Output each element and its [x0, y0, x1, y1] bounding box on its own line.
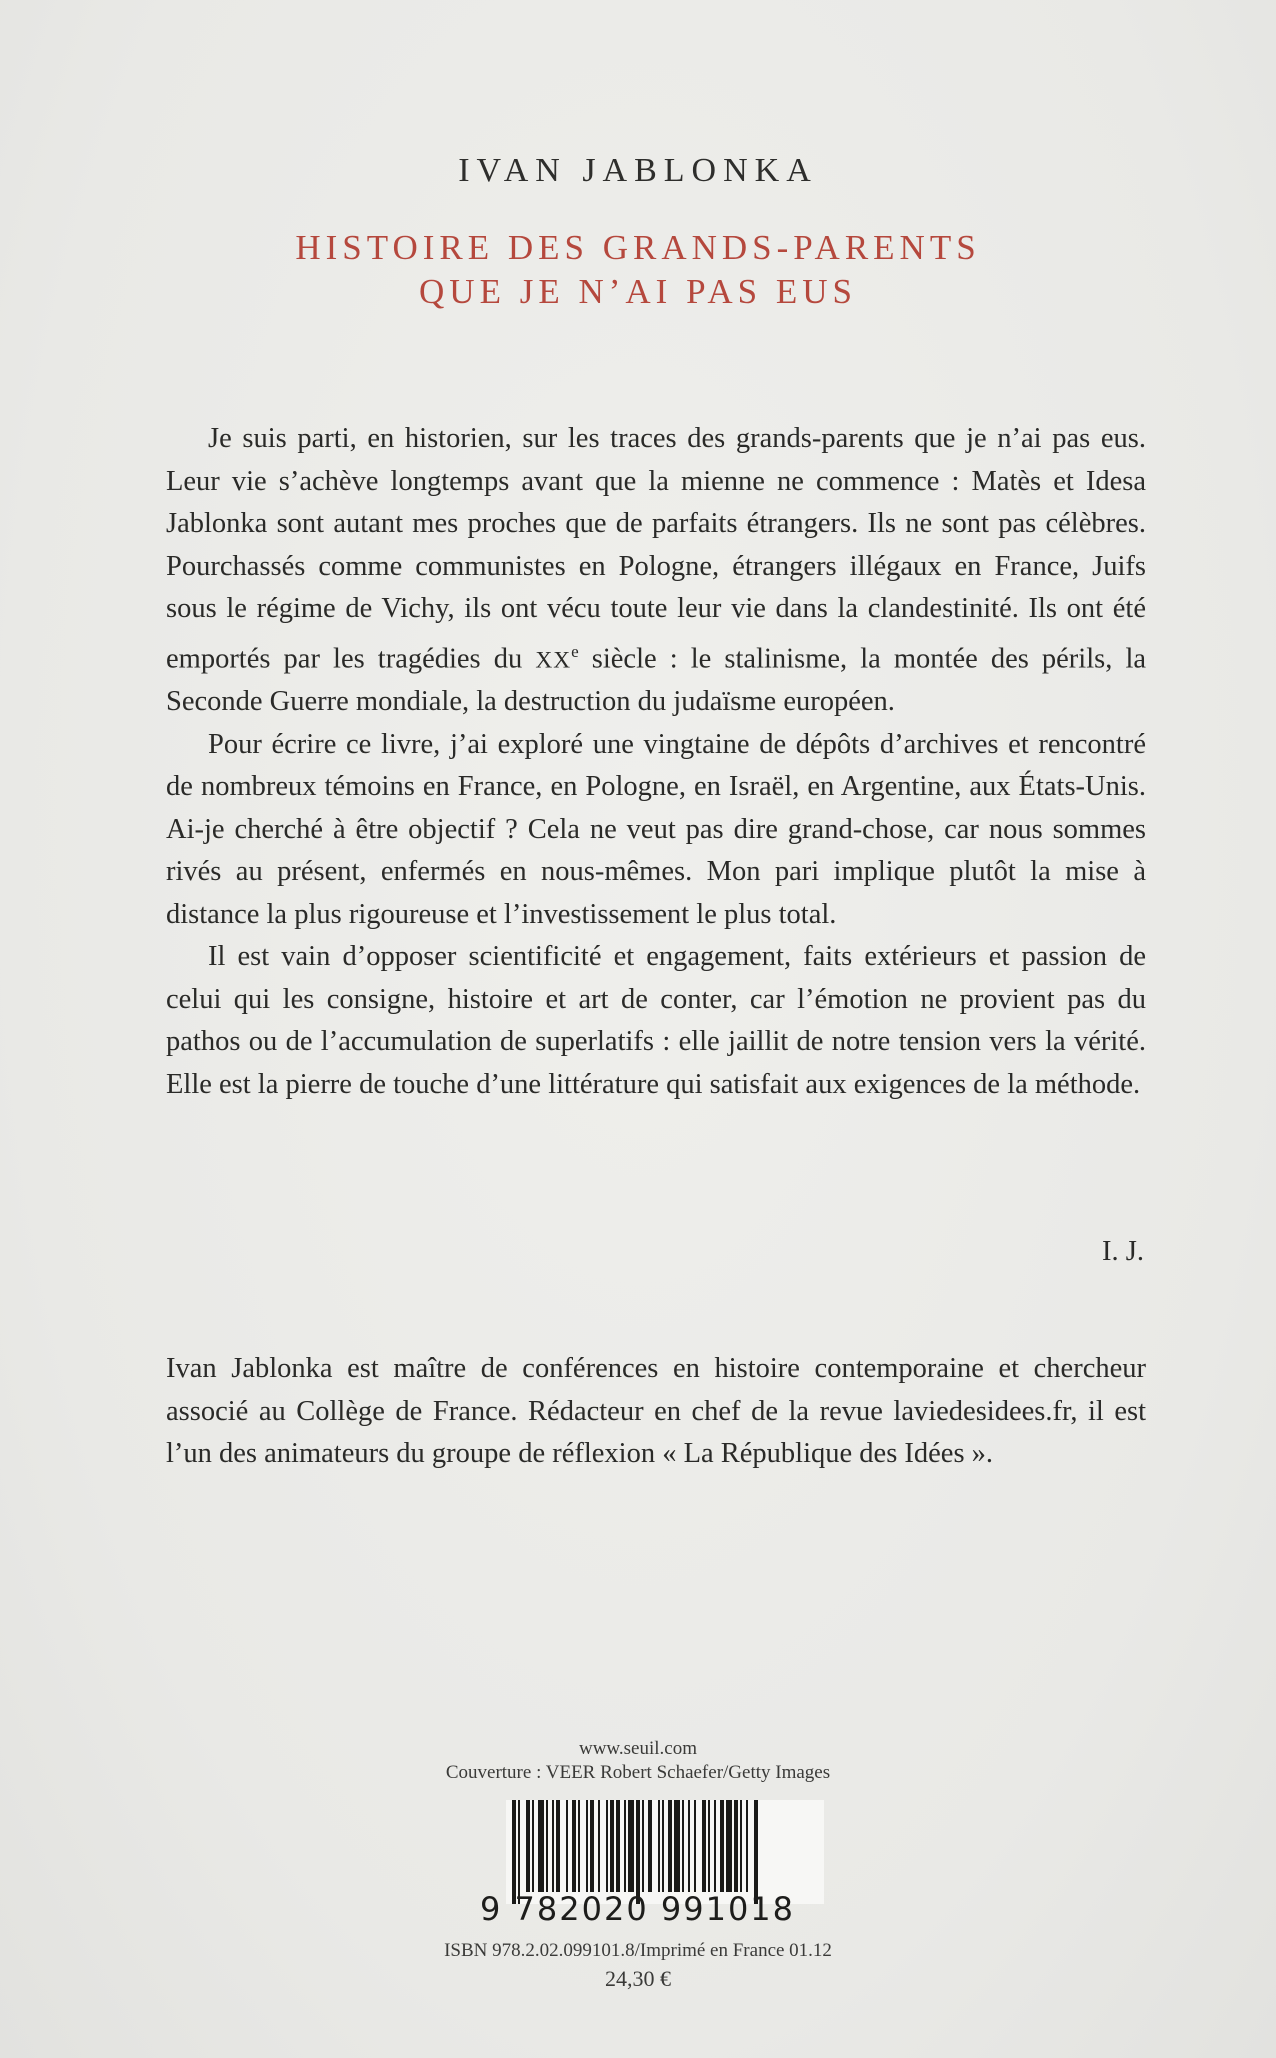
barcode-bar: [526, 1800, 530, 1892]
title-line-1: HISTOIRE DES GRANDS-PARENTS: [295, 228, 981, 267]
barcode-bar: [572, 1800, 576, 1892]
barcode-bar: [586, 1800, 588, 1892]
barcode-bar: [606, 1800, 608, 1892]
barcode-bar: [688, 1800, 690, 1892]
author-bio: [166, 1348, 1146, 1476]
blurb-paragraph-1-part-b: siècle : le stalinisme, la montée des périls, la Seconde Guerre mondiale, la destruction du judaïsme européen.: [166, 642, 1147, 718]
barcode-bar: [648, 1800, 652, 1892]
book-title: [0, 226, 1276, 314]
signature: I. J.: [1102, 1236, 1144, 1267]
barcode-bar: [628, 1800, 634, 1892]
isbn-line: ISBN 978.2.02.099101.8/Imprimé en France 01.12: [444, 1940, 832, 1961]
barcode-bar: [624, 1800, 626, 1892]
barcode-bar: [674, 1800, 680, 1892]
barcode-bar: [662, 1800, 664, 1892]
barcode-bar: [708, 1800, 710, 1892]
barcode-bar: [538, 1800, 544, 1892]
barcode-bar: [746, 1800, 748, 1892]
blurb-paragraph-1-part-a: Je suis parti, en historien, sur les traces des grands-parents que je n’ai pas eus. Leur vie s’achève longtemps avant que la mienne ne commence : Matès et Idesa Jablonka sont autant mes proches que de parfaits étrangers. Ils ne sont pas célèbres. Pourchassés comme communistes en Pologne, étrangers illégaux en France, Juifs sous le régime de Vichy, ils ont vécu toute leur vie dans la clandestinité. Ils ont été emportés par les tragédies du: [166, 423, 1146, 674]
barcode-bar: [754, 1800, 758, 1904]
barcode-bar: [734, 1800, 738, 1892]
barcode-bar: [726, 1800, 732, 1892]
century-superscript: e: [571, 641, 579, 661]
barcode-bars: [506, 1800, 824, 1904]
author-name: IVAN JABLONKA: [458, 152, 818, 189]
barcode-bar: [714, 1800, 716, 1892]
century-numeral: XX: [535, 646, 572, 673]
barcode-bar: [720, 1800, 724, 1892]
barcode-bar: [532, 1800, 534, 1892]
blurb-paragraph-1: [166, 418, 1146, 724]
barcode-bar: [694, 1800, 696, 1892]
barcode-bar: [590, 1800, 594, 1892]
blurb-paragraph-3: Il est vain d’opposer scientificité et engagement, faits extérieurs et passion de celui qui les consigne, histoire et art de conter, car l’émotion ne provient pas du pathos ou de l’accumulation de superlatifs : elle jaillit de notre tension vers la vérité. Elle est la pierre de touche d’une littérature qui satisfait aux exigences de la méthode.: [166, 941, 1146, 1100]
barcode-bar: [740, 1800, 742, 1892]
barcode-bar: [546, 1800, 548, 1892]
barcode-bar: [578, 1800, 580, 1892]
cover-credit: Couverture : VEER Robert Schaefer/Getty Images: [445, 1762, 831, 1783]
title-line-2: QUE JE N’AI PAS EUS: [419, 272, 857, 311]
barcode-bar: [598, 1800, 600, 1892]
barcode-number: 9 782020 991018: [480, 1890, 796, 1928]
author-bio-text: Ivan Jablonka est maître de conférences en histoire contemporaine et chercheur associé au Collège de France. Rédacteur en chef de la revue laviedesidees.fr, il est l’un des animateurs du groupe de réflexion « La République des Idées ».: [166, 1353, 1146, 1469]
barcode-bar: [642, 1800, 644, 1892]
barcode-bar: [512, 1800, 516, 1904]
blurb-text: [166, 418, 1146, 1106]
barcode-bar: [636, 1800, 640, 1904]
barcode-bar: [610, 1800, 614, 1892]
barcode-bar: [658, 1800, 660, 1892]
barcode-bar: [668, 1800, 672, 1892]
publisher-website: www.seuil.com: [578, 1738, 698, 1759]
barcode-bar: [682, 1800, 684, 1892]
barcode: [506, 1800, 824, 1904]
blurb-paragraph-2: Pour écrire ce livre, j’ai exploré une vingtaine de dépôts d’archives et rencontré de nombreux témoins en France, en Pologne, en Israël, en Argentine, aux États-Unis. Ai-je cherché à être objectif ? Cela ne veut pas dire grand-chose, car nous sommes rivés au présent, enfermés en nous-mêmes. Mon pari implique plutôt la mise à distance la plus rigoureuse et l’investissement le plus total.: [166, 728, 1146, 930]
barcode-bar: [616, 1800, 620, 1892]
barcode-bar: [702, 1800, 706, 1892]
barcode-bar: [552, 1800, 554, 1892]
price: 24,30 €: [605, 1966, 671, 1991]
barcode-bar: [556, 1800, 560, 1892]
barcode-bar: [566, 1800, 568, 1892]
barcode-bar: [518, 1800, 520, 1904]
